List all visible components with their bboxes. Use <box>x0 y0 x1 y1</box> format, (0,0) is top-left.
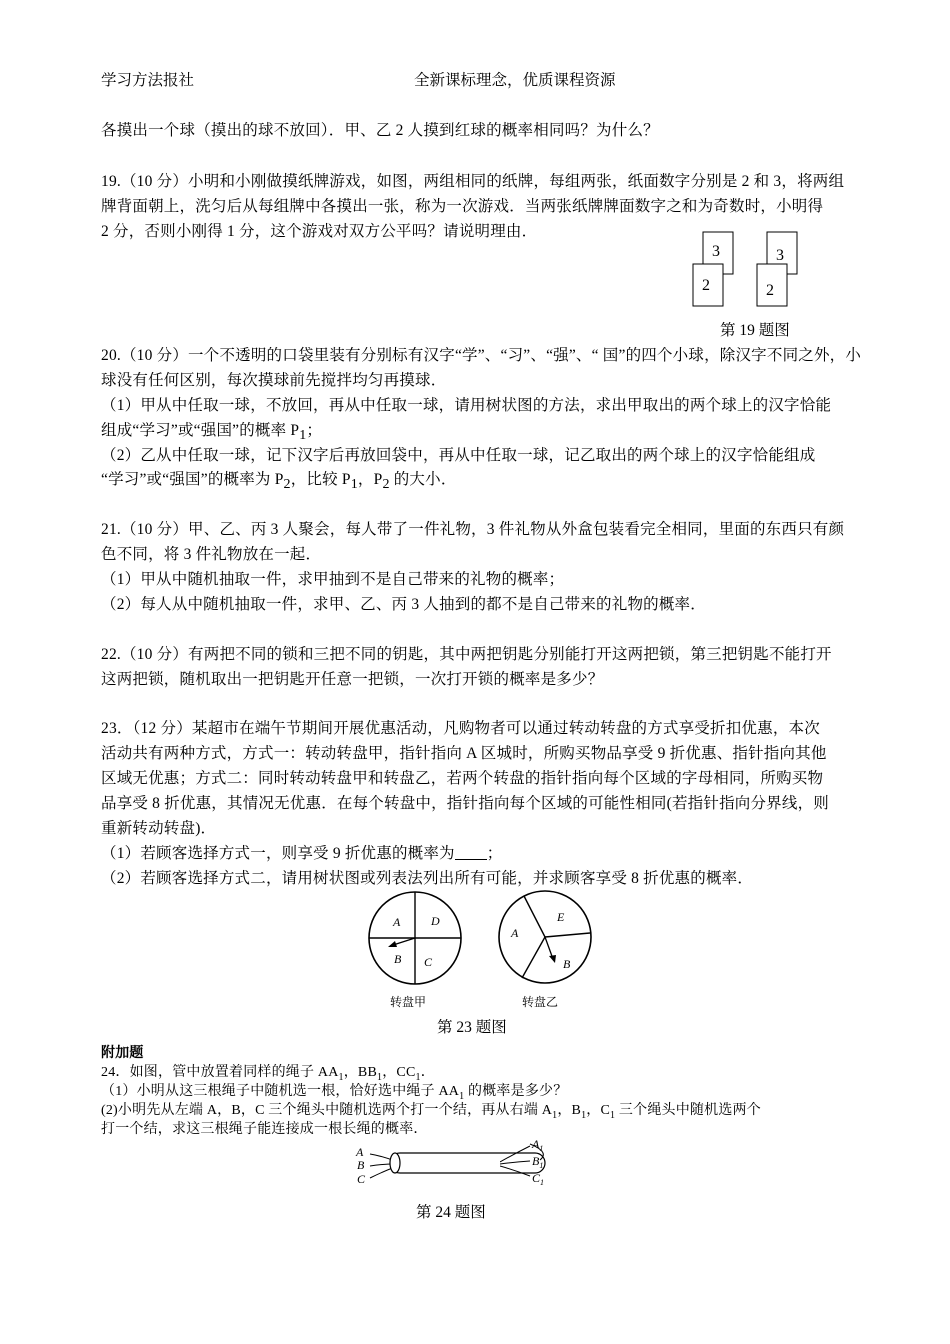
q22-line-1: 22.（10 分）有两把不同的锁和三把不同的钥匙，其中两把钥匙分别能打开这两把锁，第三把钥匙不能打开 <box>101 646 832 663</box>
q21-line-3: （1）甲从中随机抽取一件，求甲抽到不是自己带来的礼物的概率； <box>101 571 565 588</box>
w2-label-a: A <box>511 926 519 940</box>
q20-line-6-text: “学习”或“强国”的概率为 P <box>101 471 284 488</box>
card-front-right: 2 <box>766 282 774 299</box>
subscript: 1 <box>539 1144 544 1153</box>
rope-label-b: B <box>357 1158 365 1172</box>
q18-tail: 各摸出一个球（摸出的球不放回）．甲、乙 2 人摸到红球的概率相同吗？为什么？ <box>101 122 659 139</box>
q24-line-4: 打一个结，求这三根绳子能连接成一根长绳的概率． <box>101 1122 428 1137</box>
rope-label-a1 <box>531 1137 543 1153</box>
subscript: 2 <box>382 477 390 493</box>
subscript: 1 <box>338 1071 344 1083</box>
subscript: 1 <box>581 1109 587 1121</box>
q20-line-1: 20.（10 分）一个不透明的口袋里装有分别标有汉字“学”、“习”、“强”、“ 国”的四个小球，除汉字不同之外，小 <box>101 347 862 364</box>
wheel-1-label: 转盘甲 <box>390 995 427 1009</box>
q20-line-3: （1）甲从中任取一球，不放回，再从中任取一球，请用树状图的方法，求出甲取出的两个球上的汉字恰能 <box>101 397 832 414</box>
q24-line-1-text: 24．如图，管中放置着同样的绳子 AA <box>101 1065 339 1080</box>
q24-line-3-end: 三个绳头中随机选两个 <box>615 1103 761 1118</box>
q19-line-1: 19.（10 分）小明和小刚做摸纸牌游戏，如图，两组相同的纸牌，每组两张，纸面数字分别是 2 和 3，将两组 <box>101 173 845 190</box>
figure-23-spinners <box>360 888 600 1010</box>
card-front-left: 2 <box>702 277 710 294</box>
subscript: 1 <box>610 1109 616 1121</box>
header-publisher: 学习方法报社 <box>101 72 195 89</box>
w1-label-c: C <box>424 955 433 969</box>
q20-line-6-text-3: ，P <box>357 471 383 488</box>
header-slogan: 全新课标理念，优质课程资源 <box>414 72 616 89</box>
rope-label-c: C <box>357 1172 366 1186</box>
q23-line-2: 活动共有两种方式，方式一：转动转盘甲，指针指向 A 区城时，所购买物品享受 9 折优惠、指针指向其他 <box>101 745 827 762</box>
subscript: 2 <box>283 477 291 493</box>
q23-line-3: 区域无优惠；方式二：同时转动转盘甲和转盘乙，若两个转盘的指针指向每个区域的字母相同，所购买物 <box>101 770 824 787</box>
subscript: 1 <box>539 1161 544 1170</box>
q20-line-4-text: 组成“学习”或“强国”的概率 P <box>101 422 300 439</box>
q21-line-2: 色不同，将 3 件礼物放在一起． <box>101 546 322 563</box>
q21-line-1: 21.（10 分）甲、乙、丙 3 人聚会，每人带了一件礼物，3 件礼物从外盒包装看完全相同，里面的东西只有颜 <box>101 521 845 538</box>
figure-19-caption: 第 19 题图 <box>720 322 790 339</box>
rope-label-c1 <box>532 1171 544 1187</box>
card-back-left: 3 <box>712 243 720 260</box>
figure-24-caption: 第 24 题图 <box>416 1204 486 1221</box>
q24-line-3-text-3: ，C <box>586 1103 611 1118</box>
w1-label-a: A <box>393 915 401 929</box>
q20-line-6-text-2: ，比较 P <box>290 471 351 488</box>
rope-label-b1-letter: B <box>532 1154 540 1168</box>
w1-label-d: D <box>431 914 440 928</box>
q23-line-4: 品享受 8 折优惠，其情况无优惠．在每个转盘中，指针指向每个区域的可能性相同(若指针指向分界线，则 <box>101 795 829 812</box>
subscript: 1 <box>459 1090 465 1102</box>
subscript: 1 <box>552 1109 558 1121</box>
q24-line-1-text-3: ，CC <box>382 1065 416 1080</box>
q20-line-6 <box>101 467 457 493</box>
w2-label-e: E <box>557 910 565 924</box>
card-back-right: 3 <box>776 247 784 264</box>
q23-line-6-end: ； <box>486 845 503 862</box>
bonus-title: 附加题 <box>101 1046 144 1061</box>
q20-line-4-end: ； <box>306 422 323 439</box>
q24-line-2-text: （1）小明从这三根绳子中随机选一根，恰好选中绳子 AA <box>101 1084 460 1099</box>
q23-line-5: 重新转动转盘)． <box>101 820 217 837</box>
q20-line-6-end: 的大小． <box>389 471 457 488</box>
w2-label-b: B <box>563 957 571 971</box>
subscript: 1 <box>350 477 358 493</box>
rope-label-c1-letter: C <box>532 1171 541 1185</box>
q24-line-2-end: 的概率是多少？ <box>464 1084 568 1099</box>
q23-line-7: （2）若顾客选择方式二，请用树状图或列表法列出所有可能，并求顾客享受 8 折优惠的概率． <box>101 870 754 887</box>
figure-24-right-ends <box>530 1134 570 1194</box>
subscript: 1 <box>415 1071 421 1083</box>
figure-24-right-ropes <box>500 1134 532 1194</box>
q24-line-1-text-2: ，BB <box>343 1065 378 1080</box>
w1-label-b: B <box>394 952 402 966</box>
q24-line-3-text: (2)小明先从左端 A，B，C 三个绳头中随机选两个打一个结，再从右端 A <box>101 1103 553 1118</box>
q22-line-2: 这两把锁，随机取出一把钥匙开任意一把锁，一次打开锁的概率是多少？ <box>101 671 604 688</box>
subscript: 1 <box>540 1178 545 1187</box>
q23-line-6 <box>101 841 502 863</box>
q23-line-1: 23．（12 分）某超市在端午节期间开展优惠活动，凡购物者可以通过转动转盘的方式享受折扣优惠，本次 <box>101 720 820 737</box>
subscript: 1 <box>377 1071 383 1083</box>
answer-blank <box>455 845 487 860</box>
q23-line-6-text: （1）若顾客选择方式一，则享受 9 折优惠的概率为 <box>101 845 455 862</box>
q21-line-4: （2）每人从中随机抽取一件，求甲、乙、丙 3 人抽到的都不是自己带来的礼物的概率． <box>101 596 706 613</box>
q24-line-3-text-2: ，B <box>557 1103 582 1118</box>
wheel-2-label: 转盘乙 <box>522 995 559 1009</box>
q24-line-1-end: ． <box>420 1065 435 1080</box>
q19-line-3: 2 分，否则小刚得 1 分，这个游戏对双方公平吗？请说明理由． <box>101 223 538 240</box>
figure-23-caption: 第 23 题图 <box>437 1019 507 1036</box>
subscript: 1 <box>299 428 307 444</box>
rope-label-a: A <box>356 1145 364 1159</box>
rope-label-b1 <box>532 1154 543 1170</box>
q20-line-4 <box>101 418 322 444</box>
q20-line-5: （2）乙从中任取一球，记下汉字后再放回袋中，再从中任取一球，记乙取出的两个球上的汉字恰能组成 <box>101 447 816 464</box>
q20-line-2: 球没有任何区别，每次摸球前先搅拌均匀再摸球． <box>101 372 447 389</box>
rope-label-a1-letter: A <box>532 1137 540 1151</box>
q19-line-2: 牌背面朝上，洗匀后从每组牌中各摸出一张，称为一次游戏．当两张纸牌牌面数字之和为奇数时，小明得 <box>101 198 824 215</box>
figure-19-cards <box>685 226 805 314</box>
